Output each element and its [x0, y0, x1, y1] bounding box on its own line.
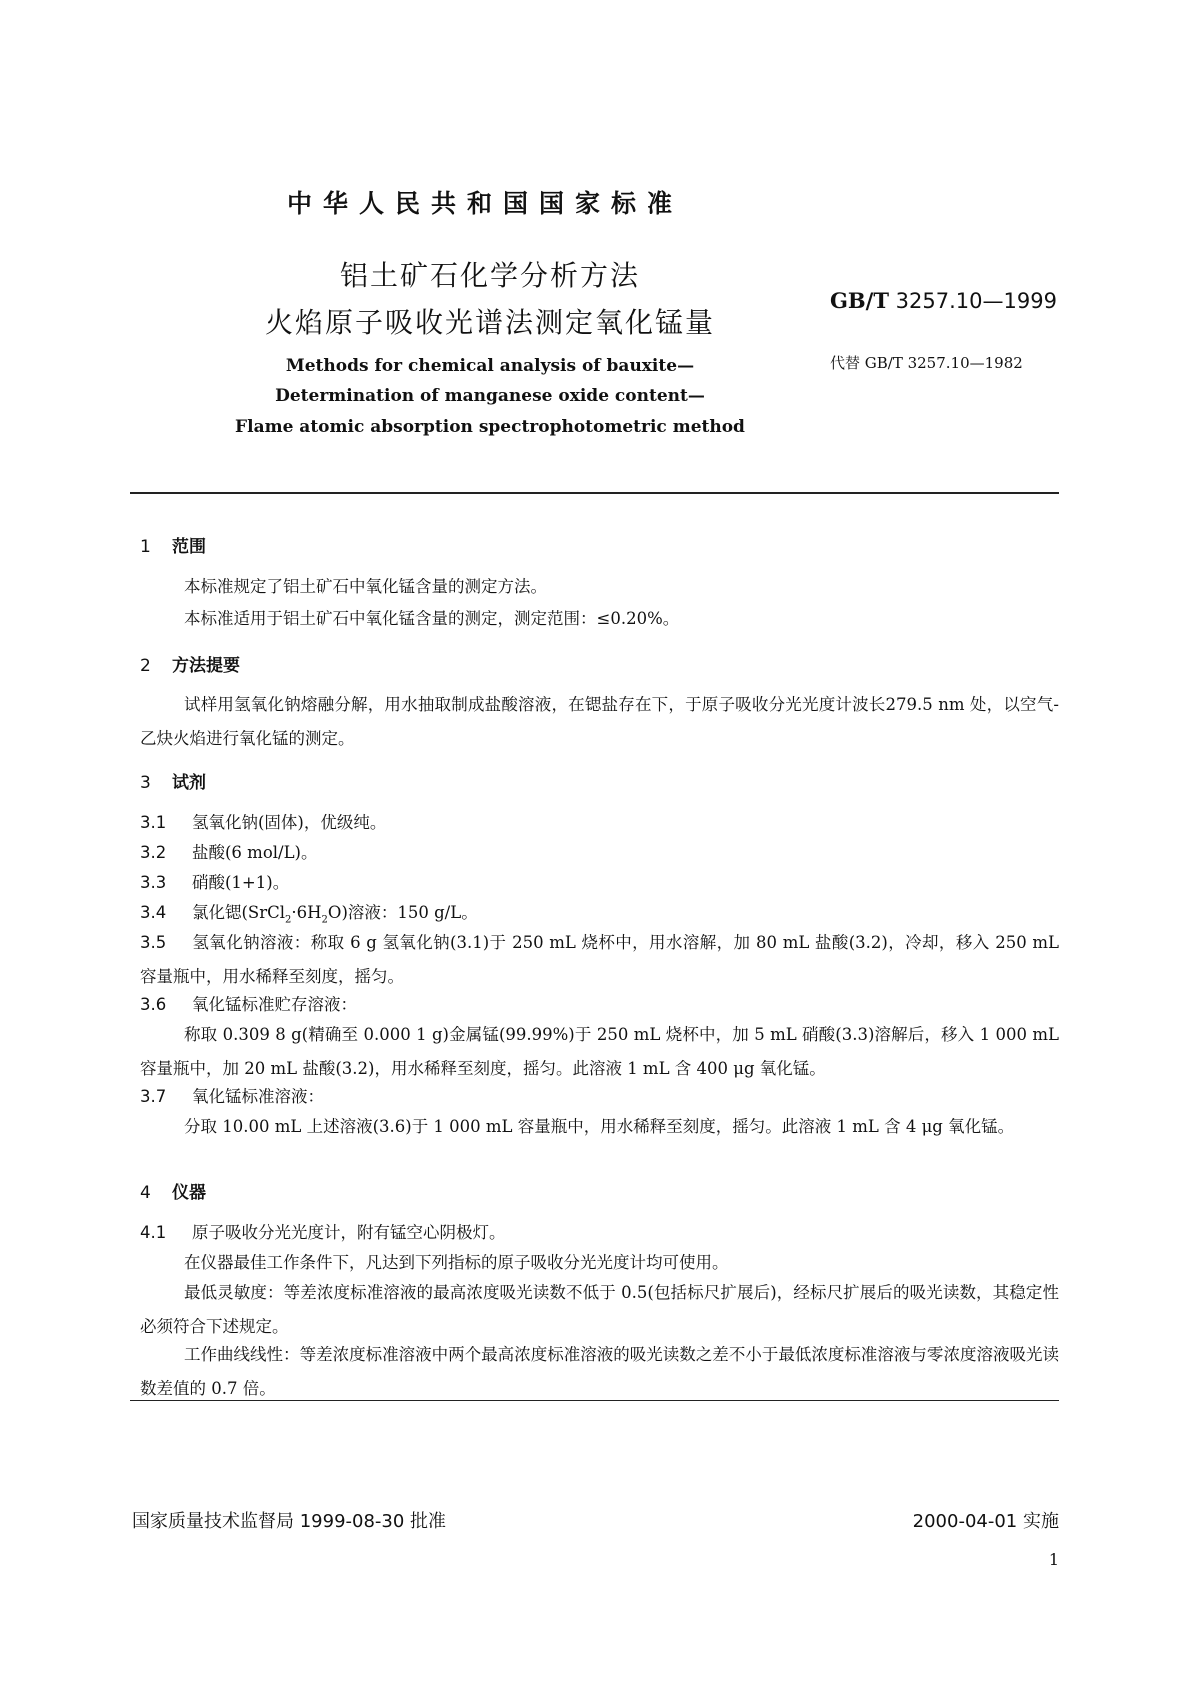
item-3-6-paragraph: 称取 0.309 8 g(精确至 0.000 1 g)金属锰(99.99%)于 250 mL 烧杯中，加 5 mL 硝酸(3.3)溶解后，移入 1 000 mL 容量瓶中，加 20 mL 盐酸(3.2)，用水稀释至刻度，摇匀。此溶液 1 mL 含 400 μg 氧化锰。 — [140, 1025, 1059, 1078]
item-3-5-number: 3.5 — [140, 933, 167, 952]
item-3-6-number: 3.6 — [140, 995, 167, 1014]
title-zh-line-2: 火焰原子吸收光谱法测定氧化锰量 — [264, 306, 715, 339]
item-3-4-subscript-1: 2 — [285, 914, 292, 926]
section-4-para-3: 工作曲线线性：等差浓度标准溶液中两个最高浓度标准溶液的吸光读数之差不小于最低浓度标准溶液与零浓度溶液吸光读数差值的 0.7 倍。 — [140, 1345, 1059, 1398]
title-zh-line-1: 铝土矿石化学分析方法 — [339, 259, 640, 292]
title-en-line-1: Methods for chemical analysis of bauxite— — [285, 356, 695, 376]
section-2-heading — [140, 651, 240, 676]
item-3-4-number: 3.4 — [140, 903, 167, 922]
section-1-title: 范围 — [172, 537, 206, 557]
title-en-line-3: Flame atomic absorption spectrophotometric method — [235, 417, 745, 437]
section-2-number: 2 — [140, 656, 151, 676]
page-number: 1 — [1048, 1550, 1059, 1569]
standard-code — [830, 288, 1057, 313]
item-3-4-text-c: O)溶液：150 g/L。 — [327, 903, 478, 922]
header-divider — [130, 492, 1059, 494]
item-3-4-text-a: 氯化锶(SrCl — [192, 903, 286, 922]
item-3-2 — [140, 836, 1059, 870]
item-3-7-paragraph: 分取 10.00 mL 上述溶液(3.6)于 1 000 mL 容量瓶中，用水稀释至刻度，摇匀。此溶液 1 mL 含 4 μg 氧化锰。 — [184, 1117, 1015, 1136]
approval-date: 国家质量技术监督局 1999-08-30 批准 — [132, 1511, 447, 1532]
item-3-2-text: 盐酸(6 mol/L)。 — [192, 843, 318, 862]
item-3-7-text: 氧化锰标准溶液： — [192, 1087, 324, 1106]
item-3-2-number: 3.2 — [140, 843, 167, 862]
section-4-number: 4 — [140, 1183, 151, 1203]
item-3-1-text: 氢氧化钠(固体)，优级纯。 — [192, 813, 387, 832]
section-2-title: 方法提要 — [172, 656, 240, 676]
item-3-6-text: 氧化锰标准贮存溶液： — [192, 995, 357, 1014]
section-4-heading — [140, 1178, 206, 1203]
item-3-3 — [140, 866, 1059, 900]
item-4-1-text: 原子吸收分光光度计，附有锰空心阴极灯。 — [192, 1223, 506, 1242]
item-3-4-subscript-2: 2 — [321, 914, 328, 926]
section-1-para-1: 本标准规定了铝土矿石中氧化锰含量的测定方法。 — [184, 577, 547, 596]
section-3-heading — [140, 768, 206, 793]
section-1-number: 1 — [140, 537, 151, 557]
section-1-heading — [140, 532, 206, 557]
standard-code-prefix: GB/T — [830, 288, 889, 313]
section-2-para-1: 试样用氢氧化钠熔融分解，用水抽取制成盐酸溶液，在锶盐存在下，于原子吸收分光光度计波长279.5 nm 处，以空气-乙炔火焰进行氧化锰的测定。 — [140, 695, 1059, 748]
title-en-line-2: Determination of manganese oxide content— — [275, 386, 705, 406]
implementation-date: 2000-04-01 实施 — [912, 1511, 1059, 1532]
item-3-3-text: 硝酸(1+1)。 — [192, 873, 290, 892]
item-3-5-text: 氢氧化钠溶液：称取 6 g 氢氧化钠(3.1)于 250 mL 烧杯中，用水溶解，加 80 mL 盐酸(3.2)，冷却，移入 250 mL 容量瓶中，用水稀释至刻度，摇匀。 — [140, 933, 1059, 986]
section-3-title: 试剂 — [172, 773, 206, 793]
item-3-4-text-b: ·6H — [291, 903, 322, 922]
standard-code-number: 3257.10—1999 — [895, 289, 1057, 313]
item-3-6 — [140, 988, 1059, 1022]
item-3-3-number: 3.3 — [140, 873, 167, 892]
item-3-5 — [140, 926, 1059, 994]
item-3-7-number: 3.7 — [140, 1087, 167, 1106]
section-4-para-2: 最低灵敏度：等差浓度标准溶液的最高浓度吸光读数不低于 0.5(包括标尺扩展后)，经标尺扩展后的吸光读数，其稳定性必须符合下述规定。 — [140, 1283, 1059, 1336]
item-3-1-number: 3.1 — [140, 813, 167, 832]
section-1-para-2: 本标准适用于铝土矿石中氧化锰含量的测定，测定范围：≤0.20%。 — [184, 609, 680, 628]
footer-divider — [130, 1400, 1059, 1401]
item-3-1 — [140, 806, 1059, 840]
item-3-7 — [140, 1080, 1059, 1114]
replaces-standard: 代替 GB/T 3257.10—1982 — [830, 354, 1023, 372]
item-4-1 — [140, 1216, 1059, 1250]
issuing-organization: 中华人民共和国国家标准 — [286, 189, 683, 218]
item-4-1-number: 4.1 — [140, 1223, 167, 1242]
section-3-number: 3 — [140, 773, 151, 793]
section-4-para-1: 在仪器最佳工作条件下，凡达到下列指标的原子吸收分光光度计均可使用。 — [184, 1253, 729, 1272]
section-4-title: 仪器 — [172, 1183, 206, 1203]
